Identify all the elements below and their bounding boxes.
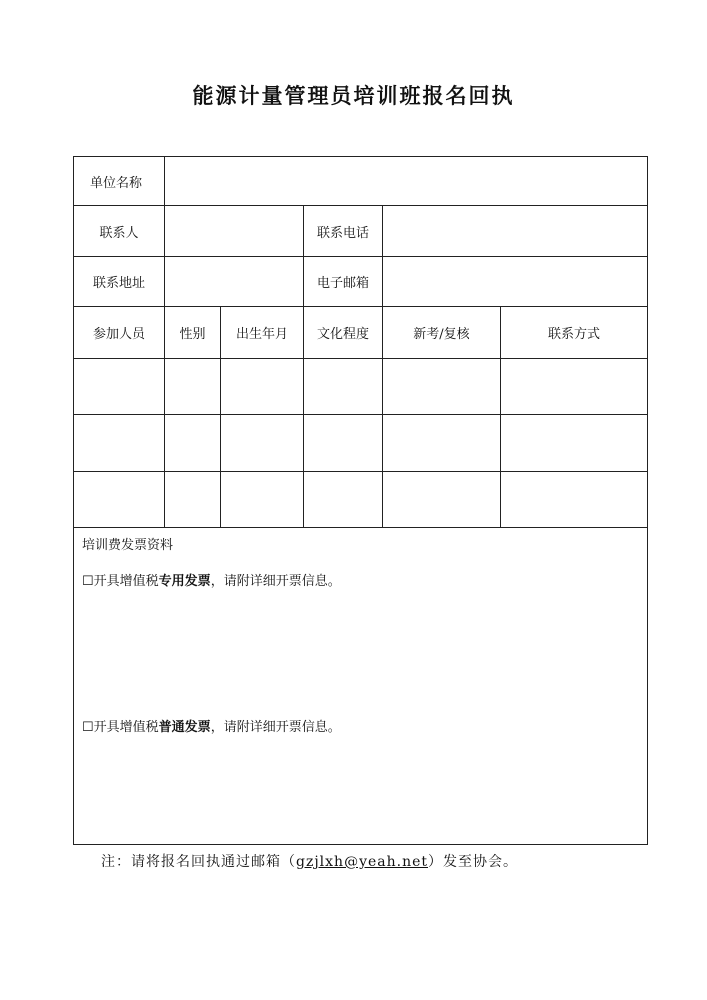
contact-method-header: 联系方式 xyxy=(501,307,648,359)
contact-person-label: 联系人 xyxy=(74,206,165,257)
registration-form xyxy=(73,156,648,845)
participant-cell[interactable] xyxy=(74,415,165,472)
contact-address-field[interactable] xyxy=(165,257,304,307)
contact-method-cell[interactable] xyxy=(501,472,648,528)
gender-cell[interactable] xyxy=(165,472,221,528)
education-cell[interactable] xyxy=(304,359,383,415)
birth-date-header: 出生年月 xyxy=(221,307,304,359)
birth-date-cell[interactable] xyxy=(221,415,304,472)
birth-date-cell[interactable] xyxy=(221,359,304,415)
footer-note xyxy=(101,851,518,871)
unit-name-field[interactable] xyxy=(165,157,648,206)
contact-method-cell[interactable] xyxy=(501,415,648,472)
gender-header: 性别 xyxy=(165,307,221,359)
note-suffix: ）发至协会。 xyxy=(428,854,519,870)
gender-cell[interactable] xyxy=(165,415,221,472)
email-link[interactable]: gzjlxh@yeah.net xyxy=(296,854,429,870)
exam-type-cell[interactable] xyxy=(383,472,501,528)
checkbox-icon[interactable]: ☐ xyxy=(82,574,94,589)
note-prefix: 注：请将报名回执通过邮箱（ xyxy=(101,854,296,870)
email-label: 电子邮箱 xyxy=(304,257,383,307)
participant-cell[interactable] xyxy=(74,472,165,528)
invoice-section xyxy=(74,528,648,845)
contact-person-field[interactable] xyxy=(165,206,304,257)
participant-row xyxy=(74,415,648,472)
contact-method-cell[interactable] xyxy=(501,359,648,415)
participant-cell[interactable] xyxy=(74,359,165,415)
invoice-title: 培训费发票资料 xyxy=(82,538,174,553)
unit-name-label: 单位名称 xyxy=(74,157,165,206)
participant-header: 参加人员 xyxy=(74,307,165,359)
exam-type-cell[interactable] xyxy=(383,415,501,472)
birth-date-cell[interactable] xyxy=(221,472,304,528)
ordinary-invoice-option[interactable]: ☐开具增值税普通发票，请附详细开票信息。 xyxy=(82,720,341,735)
contact-phone-field[interactable] xyxy=(383,206,648,257)
gender-cell[interactable] xyxy=(165,359,221,415)
exam-type-header: 新考/复核 xyxy=(383,307,501,359)
education-cell[interactable] xyxy=(304,472,383,528)
exam-type-cell[interactable] xyxy=(383,359,501,415)
page-title: 能源计量管理员培训班报名回执 xyxy=(192,84,515,108)
email-field[interactable] xyxy=(383,257,648,307)
checkbox-icon[interactable]: ☐ xyxy=(82,720,94,735)
participant-row xyxy=(74,359,648,415)
education-header: 文化程度 xyxy=(304,307,383,359)
participants-header-row xyxy=(74,307,648,359)
contact-phone-label: 联系电话 xyxy=(304,206,383,257)
contact-address-label: 联系地址 xyxy=(74,257,165,307)
special-invoice-option[interactable]: ☐开具增值税专用发票，请附详细开票信息。 xyxy=(82,574,341,589)
education-cell[interactable] xyxy=(304,415,383,472)
participant-row xyxy=(74,472,648,528)
